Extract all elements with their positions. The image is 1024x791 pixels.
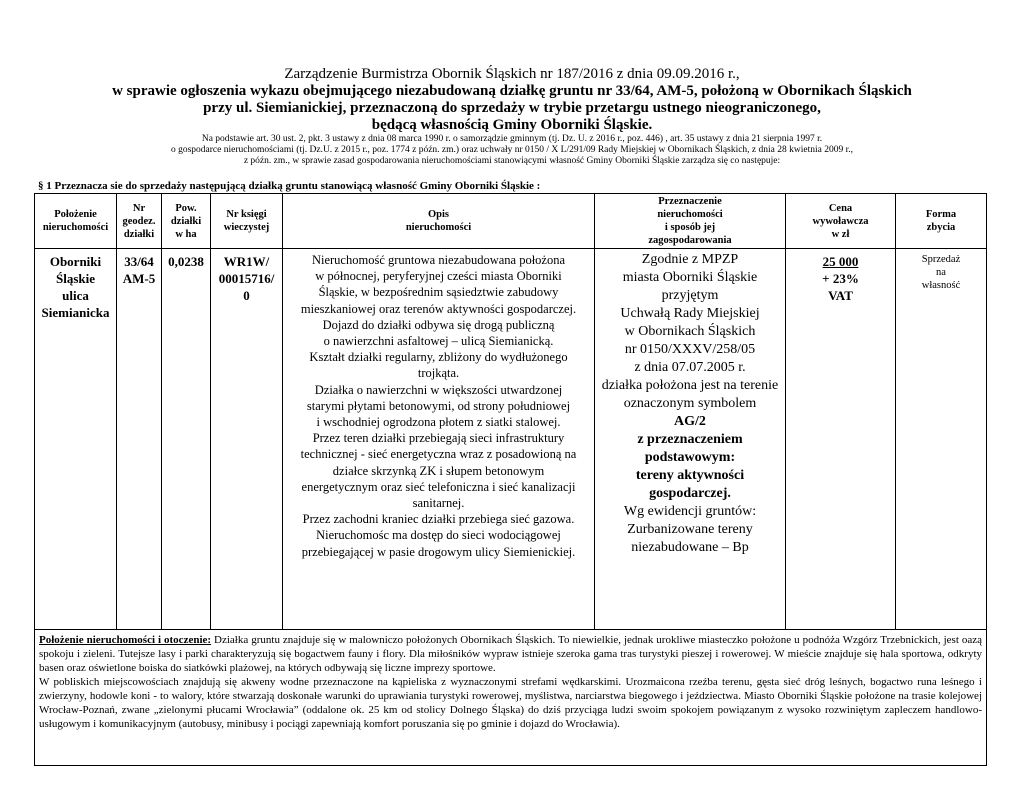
header-description: Opis nieruchomości [283,194,595,249]
cell-starting-price: 25 000 + 23% VAT [786,249,896,630]
cell-sale-form: Sprzedaż na własność [896,249,987,630]
environment-label: Położenie nieruchomości i otoczenie: [39,634,212,646]
title-line-4: będącą własnością Gminy Oborniki Śląskie. [371,117,653,133]
header-price: Cena wywoławcza w zł [786,194,896,249]
environment-row [35,630,987,766]
cell-location: Oborniki Śląskie ulica Siemianicka [35,249,117,630]
cell-area: 0,0238 [162,249,211,630]
cell-description: Nieruchomość gruntowa niezabudowana położona w północnej, peryferyjnej cześci miasta Oborniki Śląskie, w bezpośrednim sąsiedztwie zabudowy mieszkaniowej oraz terenów aktywności gospodarczej. Dojazd do działki odbywa się drogą publiczną o nawierzchni asfaltowej – ulicą Siemianicką. Kształt działki regularny, zbliżony do wydłużonego trojkąta. Działka o nawierzchni w większości utwardzonej starymi płytami betonowymi, od strony południowej i wschodniej ogrodzona płotem z siatki stalowej. Przez teren działki przebiegają sieci infrastruktury technicznej - sieć energetyczna wraz z posadowioną na działce skrzynką ZK i słupem betonowym energetycznym oraz sieć telefoniczna i sieć kanalizacji sanitarnej. Przez zachodni kraniec działki przebiega sieć gazowa. Nieruchomośc ma dostęp do sieci wodociągowej przebiegającej w pasie drogowym ulicy Siemienickiej. [283,249,595,630]
table-header-row [35,194,987,249]
header-area: Pow. działki w ha [162,194,211,249]
document-header [0,66,1024,167]
header-land-register: Nr księgi wieczystej [211,194,283,249]
legal-basis-line-2: o gospodarce nieruchomościami (tj. Dz.U. z 2015 r., poz. 1774 z późn. zm.) oraz uchwały nr 0150 / X L/291/09 Rady Miejskiej w Obornikach Śląskich, z dnia 28 kwietnia 2009 r., [170,145,853,155]
environment-paragraph-1: Działka gruntu znajduje się w malowniczo położonych Obornikach Śląskich. To niewielkie, jednak urokliwe miasteczko położone u podnóża Wzgórz Trzebnickich, jest oazą spokoju i zieleni. Tutejsze lasy i parki charakteryzują się bogactwem fauny i flory. Dla miłośników wypraw istnieje szeroka gama tras turystyki pieszej i rowerowej. W mieście znajduje się hala sportowa, odkryty basen oraz oświetlone boiska do siatkówki plażowej, na których odbywają się liczne imprezy sportowe. [39,634,983,674]
header-purpose: Przeznaczenie nieruchomości i sposób jej zagospodarowania [595,194,786,249]
cell-environment [35,630,987,766]
cell-land-register: WR1W/ 00015716/ 0 [211,249,283,630]
table-row [35,249,987,630]
header-location: Położenie nieruchomości [35,194,117,249]
environment-paragraph-2: W pobliskich miejscowościach znajdują się akweny wodne przeznaczone na kąpieliska z wyznaczonymi strefami wędkarskimi. Urozmaicona rzeźba terenu, gęsta sieć dróg leśnych, bogactwo runa leśnego i zwierzyny, hodowle koni - to walory, które stwarzają doskonałe warunki do uprawiania turystyki rowerowej, myślistwa, narciarstwa biegowego i jeździectwa. Miasto Oborniki Śląskie położone na trasie kolejowej Wrocław-Poznań, zwane „zielonymi płucami Wrocławia” (oddalone ok. 25 km od stolicy Dolnego Śląska) do dziś przyciąga ludzi swoim spokojem powiązanym z wysoko rozwiniętym zapleczem handlowo-usługowym i komunikacyjnym (autobusy, minibusy i pociągi zapewniają komfort poruszania się po gminie i dojazd do Wrocławia). [39,676,982,730]
title-line-3: przy ul. Siemianickiej, przeznaczoną do sprzedaży w trybie przetargu ustnego nieograniczonego, [203,100,821,116]
header-parcel-number: Nr geodez. działki [117,194,162,249]
title-line-2: w sprawie ogłoszenia wykazu obejmującego niezabudowaną działkę gruntu nr 33/64, AM-5, położoną w Obornikach Śląskich [112,83,912,99]
header-sale-form: Forma zbycia [896,194,987,249]
property-table [34,193,987,766]
cell-parcel-number: 33/64 AM-5 [117,249,162,630]
legal-basis-line-3: z późn. zm., w sprawie zasad gospodarowania nieruchomościami stanowiącymi własność Gminy Oborniki Śląskie zarządza się co następuje: [243,156,781,166]
legal-basis-line-1: Na podstawie art. 30 ust. 2, pkt. 3 ustawy z dnia 08 marca 1990 r. o samorządzie gminnym (tj. Dz. U. z 2016 r., poz. 446) , art. 35 ustawy z dnia 21 sierpnia 1997 r. [201,134,823,144]
cell-purpose: Zgodnie z MPZP miasta Oborniki Śląskie przyjętym Uchwałą Rady Miejskiej w Obornikach Śląskich nr 0150/XXXV/258/05 z dnia 07.07.2005 r. działka położona jest na terenie oznaczonym symbolem AG/2 z przeznaczeniem podstawowym: tereny aktywności gospodarczej. Wg ewidencji gruntów: Zurbanizowane tereny niezabudowane – Bp [595,249,786,630]
section-title: § 1 Przeznacza sie do sprzedaży następującą działką gruntu stanowiącą własność Gminy Oborniki Śląskie : [38,180,541,192]
title-line-1: Zarządzenie Burmistrza Obornik Śląskich nr 187/2016 z dnia 09.09.2016 r., [284,66,740,82]
